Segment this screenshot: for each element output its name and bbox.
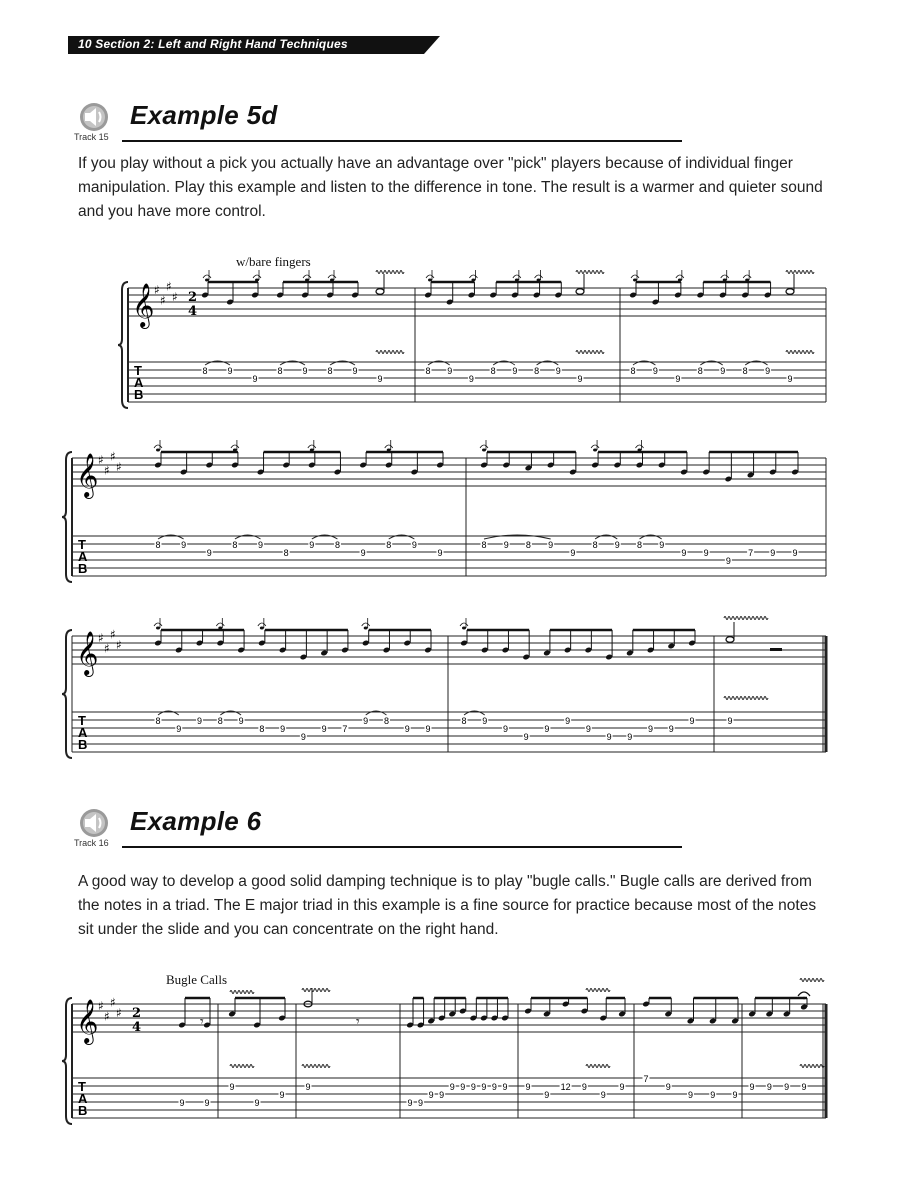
grace-slur	[216, 623, 224, 626]
tab-number: 9	[668, 724, 674, 734]
key-signature-sharp: ♯	[166, 279, 172, 294]
tab-number: 8	[697, 366, 703, 376]
tab-clef-letter: B	[78, 561, 88, 576]
tab-number: 9	[577, 374, 583, 384]
tab-number: 9	[302, 366, 308, 376]
tab-number: 9	[687, 1090, 694, 1100]
tab-number: 9	[482, 716, 488, 726]
vibrato-mark	[800, 979, 824, 982]
tab-number: 9	[525, 1082, 531, 1092]
key-signature-sharp: ♯	[172, 290, 178, 304]
grace-note	[364, 627, 368, 630]
tab-number: 9	[418, 1098, 424, 1108]
tab-number: 9	[732, 1090, 738, 1100]
tab-number: 9	[565, 716, 571, 726]
time-signature-top: 2	[188, 290, 198, 305]
tab-number: 9	[179, 1098, 185, 1108]
vibrato-mark	[302, 989, 330, 992]
tab-number: 9	[585, 724, 591, 734]
grace-slur	[469, 275, 477, 278]
system-brace	[62, 630, 72, 758]
vibrato-mark	[586, 989, 610, 992]
tab-number: 9	[502, 1082, 508, 1092]
tab-number: 8	[636, 540, 643, 550]
tab-number: 9	[675, 374, 681, 384]
tab-number: 9	[254, 1098, 260, 1108]
grace-note	[745, 279, 749, 282]
grace-slur	[460, 623, 468, 626]
grace-note	[156, 627, 160, 630]
grace-note	[330, 279, 334, 282]
treble-clef: 𝄞	[76, 631, 99, 675]
tab-number: 9	[425, 724, 431, 734]
half-rest	[770, 648, 782, 651]
grace-note	[233, 449, 237, 452]
tab-number: 9	[544, 1090, 550, 1100]
tab-number: 9	[428, 1090, 434, 1100]
grace-slur	[154, 623, 162, 626]
grace-note	[305, 279, 309, 282]
grace-note	[310, 449, 314, 452]
tab-clef-letter: T	[134, 363, 142, 378]
tab-number: 9	[627, 732, 633, 742]
tab-number: 9	[352, 366, 358, 376]
grace-note	[428, 279, 432, 282]
key-signature-sharp: ♯	[98, 631, 104, 645]
tab-number: 9	[176, 724, 182, 734]
tab-number: 9	[181, 540, 187, 550]
tab-number: 9	[280, 724, 286, 734]
tab-number: 9	[404, 724, 410, 734]
tab-number: 9	[437, 548, 443, 558]
tab-number: 9	[360, 548, 366, 558]
grace-slur	[362, 623, 370, 626]
grace-slur	[636, 445, 644, 448]
grace-slur	[480, 445, 488, 448]
tab-number: 9	[300, 732, 306, 742]
tab-number: 9	[703, 548, 709, 558]
key-signature-sharp: ♯	[104, 463, 110, 478]
vibrato-mark	[786, 351, 814, 354]
tab-number: 9	[720, 366, 726, 376]
tab-number: 9	[765, 366, 771, 376]
example-6-paragraph: A good way to develop a good solid damping technique is to play "bugle calls." Bugle calls are derived from the notes in a triad. The E major triad in this example is a fine source for practice because most of the notes sit under the slide and you can concentrate on the right hand.	[78, 873, 817, 938]
tab-number: 9	[689, 716, 695, 726]
tab-clef-letter: T	[78, 1079, 86, 1094]
tab-number: 9	[600, 1090, 606, 1100]
grace-note	[255, 279, 259, 282]
tab-number: 9	[204, 1098, 210, 1108]
half-note-head	[726, 637, 734, 643]
tab-number: 8	[155, 540, 161, 550]
tab-number: 8	[283, 548, 289, 558]
tab-clef-letter: B	[78, 1103, 88, 1118]
treble-clef: 𝄞	[132, 283, 155, 327]
grace-slur	[721, 275, 729, 278]
tab-number: 9	[229, 1082, 235, 1092]
tab-number: 9	[227, 366, 233, 376]
tab-number: 9	[363, 716, 369, 726]
vibrato-mark	[302, 1065, 330, 1068]
vibrato-mark	[376, 351, 404, 354]
key-signature-sharp: ♯	[110, 627, 116, 642]
tab-number: 9	[447, 366, 453, 376]
half-note-head	[576, 289, 584, 295]
grace-note	[482, 449, 486, 452]
grace-note	[593, 449, 597, 452]
tab-number: 8	[202, 366, 208, 376]
tab-number: 8	[259, 724, 265, 734]
tab-number: 9	[523, 732, 529, 742]
vibrato-mark	[800, 1065, 824, 1068]
tab-number: 9	[770, 548, 776, 558]
grace-note	[156, 449, 160, 452]
vibrato-mark	[724, 617, 768, 620]
tab-number: 9	[681, 548, 687, 558]
grace-note	[515, 279, 519, 282]
tab-number: 9	[544, 724, 550, 734]
tab-number: 9	[548, 540, 554, 550]
tab-number: 9	[766, 1082, 772, 1092]
tab-number: 8	[383, 716, 389, 726]
grace-slur	[743, 275, 751, 278]
tab-clef-letter: B	[78, 737, 88, 752]
tab-number: 8	[481, 540, 487, 550]
tab-number: 9	[512, 366, 518, 376]
tab-number: 9	[581, 1082, 587, 1092]
tab-clef-letter: A	[78, 549, 88, 564]
system-brace	[62, 452, 72, 582]
tab-number: 9	[197, 716, 203, 726]
tab-number: 9	[411, 540, 417, 550]
grace-note	[633, 279, 637, 282]
system-brace	[118, 282, 128, 408]
tab-number: 9	[481, 1082, 487, 1092]
tab-number: 8	[386, 540, 392, 550]
grace-slur	[203, 275, 211, 278]
tab-number: 9	[652, 366, 658, 376]
grace-note	[218, 627, 222, 630]
tab-number: 7	[748, 548, 754, 558]
tab-number: 8	[742, 366, 748, 376]
tab-number: 9	[725, 556, 731, 566]
tab-number: 9	[321, 724, 327, 734]
tab-number: 9	[470, 1082, 476, 1092]
bugle-calls-direction: Bugle Calls	[166, 972, 228, 987]
fermata-dot	[803, 997, 806, 1000]
track-15-label: Track 15	[74, 132, 109, 142]
tab-number: 9	[252, 374, 258, 384]
key-signature-sharp: ♯	[116, 638, 122, 652]
tab-number: 9	[727, 716, 733, 726]
tab-number: 7	[342, 724, 348, 734]
time-signature-top: 2	[132, 1006, 142, 1021]
tab-number: 8	[525, 540, 531, 550]
tab-number: 9	[792, 548, 798, 558]
tab-number: 8	[334, 540, 340, 550]
grace-note	[638, 449, 642, 452]
vibrato-mark	[230, 991, 254, 994]
time-signature-bottom: 4	[188, 304, 198, 319]
vibrato-mark	[230, 1065, 254, 1068]
tab-number: 9	[468, 374, 474, 384]
tab-number: 9	[665, 1082, 671, 1092]
key-signature-sharp: ♯	[98, 999, 104, 1013]
tab-clef-letter: A	[78, 1091, 88, 1106]
example-5d-title: Example 5d	[130, 100, 278, 130]
tab-number: 9	[491, 1082, 497, 1092]
key-signature-sharp: ♯	[116, 460, 122, 474]
grace-note	[537, 279, 541, 282]
tab-number: 8	[327, 366, 333, 376]
grace-slur	[328, 275, 336, 278]
grace-slur	[385, 445, 393, 448]
tab-number: 8	[232, 540, 238, 550]
grace-slur	[631, 275, 639, 278]
eighth-rest: 𝄾	[356, 1014, 360, 1030]
tab-number: 9	[570, 548, 576, 558]
tab-clef-letter: B	[134, 387, 144, 402]
tab-number: 8	[630, 366, 636, 376]
tab-number: 8	[534, 366, 540, 376]
tab-number: 8	[490, 366, 496, 376]
grace-slur	[535, 275, 543, 278]
time-signature-bottom: 4	[132, 1020, 142, 1035]
key-signature-sharp: ♯	[160, 293, 166, 308]
tab-clef-letter: A	[134, 375, 144, 390]
tab-number: 9	[449, 1082, 455, 1092]
grace-slur	[303, 275, 311, 278]
tab-clef-letter: A	[78, 725, 88, 740]
treble-clef: 𝄞	[76, 453, 99, 497]
grace-slur	[154, 445, 162, 448]
grace-note	[471, 279, 475, 282]
tab-number: 9	[787, 374, 793, 384]
tab-number: 9	[439, 1090, 445, 1100]
tab-number: 9	[659, 540, 665, 550]
vibrato-mark	[376, 271, 404, 274]
tab-number: 9	[502, 724, 508, 734]
half-note-head	[376, 289, 384, 295]
tab-clef-letter: T	[78, 537, 86, 552]
tab-number: 9	[619, 1082, 625, 1092]
grace-slur	[676, 275, 684, 278]
grace-slur	[253, 275, 261, 278]
tab-number: 9	[749, 1082, 755, 1092]
tab-number: 9	[460, 1082, 466, 1092]
bare-fingers-direction: w/bare fingers	[236, 254, 311, 269]
tab-number: 8	[461, 716, 467, 726]
grace-note	[260, 627, 264, 630]
tab-number: 8	[425, 366, 431, 376]
tab-number: 9	[784, 1082, 790, 1092]
key-signature-sharp: ♯	[104, 641, 110, 656]
grace-slur	[231, 445, 239, 448]
tab-number: 9	[309, 540, 315, 550]
key-signature-sharp: ♯	[110, 449, 116, 464]
grace-slur	[513, 275, 521, 278]
tab-number: 9	[614, 540, 620, 550]
grace-slur	[426, 275, 434, 278]
grace-note	[723, 279, 727, 282]
tab-number: 9	[407, 1098, 413, 1108]
tab-clef-letter: T	[78, 713, 86, 728]
running-header-text: 10 Section 2: Left and Right Hand Techniques	[78, 37, 348, 51]
tab-number: 9	[206, 548, 212, 558]
vibrato-mark	[786, 271, 814, 274]
grace-note	[387, 449, 391, 452]
grace-slur	[258, 623, 266, 626]
grace-note	[678, 279, 682, 282]
track-16-label: Track 16	[74, 838, 109, 848]
key-signature-sharp: ♯	[116, 1006, 122, 1020]
tab-number: 8	[155, 716, 161, 726]
tab-number: 9	[238, 716, 244, 726]
vibrato-mark	[586, 1065, 610, 1068]
tab-number: 9	[555, 366, 561, 376]
eighth-rest: 𝄾	[200, 1014, 204, 1030]
key-signature-sharp: ♯	[154, 283, 160, 297]
key-signature-sharp: ♯	[104, 1009, 110, 1024]
tab-number: 9	[258, 540, 264, 550]
grace-note	[205, 279, 209, 282]
tab-number: 8	[592, 540, 598, 550]
tab-number: 9	[710, 1090, 716, 1100]
vibrato-mark	[576, 271, 604, 274]
tab-number: 8	[217, 716, 223, 726]
tab-number: 9	[503, 540, 509, 550]
half-note-head	[786, 289, 794, 295]
grace-slur	[591, 445, 599, 448]
tab-number: 12	[560, 1082, 571, 1092]
tab-number: 7	[643, 1074, 649, 1084]
tab-number: 9	[305, 1082, 311, 1092]
vibrato-mark	[576, 351, 604, 354]
grace-note	[462, 627, 466, 630]
treble-clef: 𝄞	[76, 999, 99, 1043]
example-5d-paragraph: If you play without a pick you actually have an advantage over "pick" players because of individual finger manipulation. Play this example and listen to the difference in tone. The result is a warmer and quieter sound and you have more control.	[78, 155, 823, 220]
tab-number: 8	[277, 366, 283, 376]
grace-slur	[308, 445, 316, 448]
fermata-mark	[798, 992, 810, 996]
tab-number: 9	[377, 374, 383, 384]
example-6-title: Example 6	[130, 806, 262, 836]
tab-number: 9	[606, 732, 612, 742]
key-signature-sharp: ♯	[110, 995, 116, 1010]
key-signature-sharp: ♯	[98, 453, 104, 467]
tab-number: 9	[801, 1082, 807, 1092]
system-brace	[62, 998, 72, 1124]
tab-number: 9	[648, 724, 654, 734]
tab-number: 9	[279, 1090, 285, 1100]
vibrato-mark	[724, 697, 768, 700]
